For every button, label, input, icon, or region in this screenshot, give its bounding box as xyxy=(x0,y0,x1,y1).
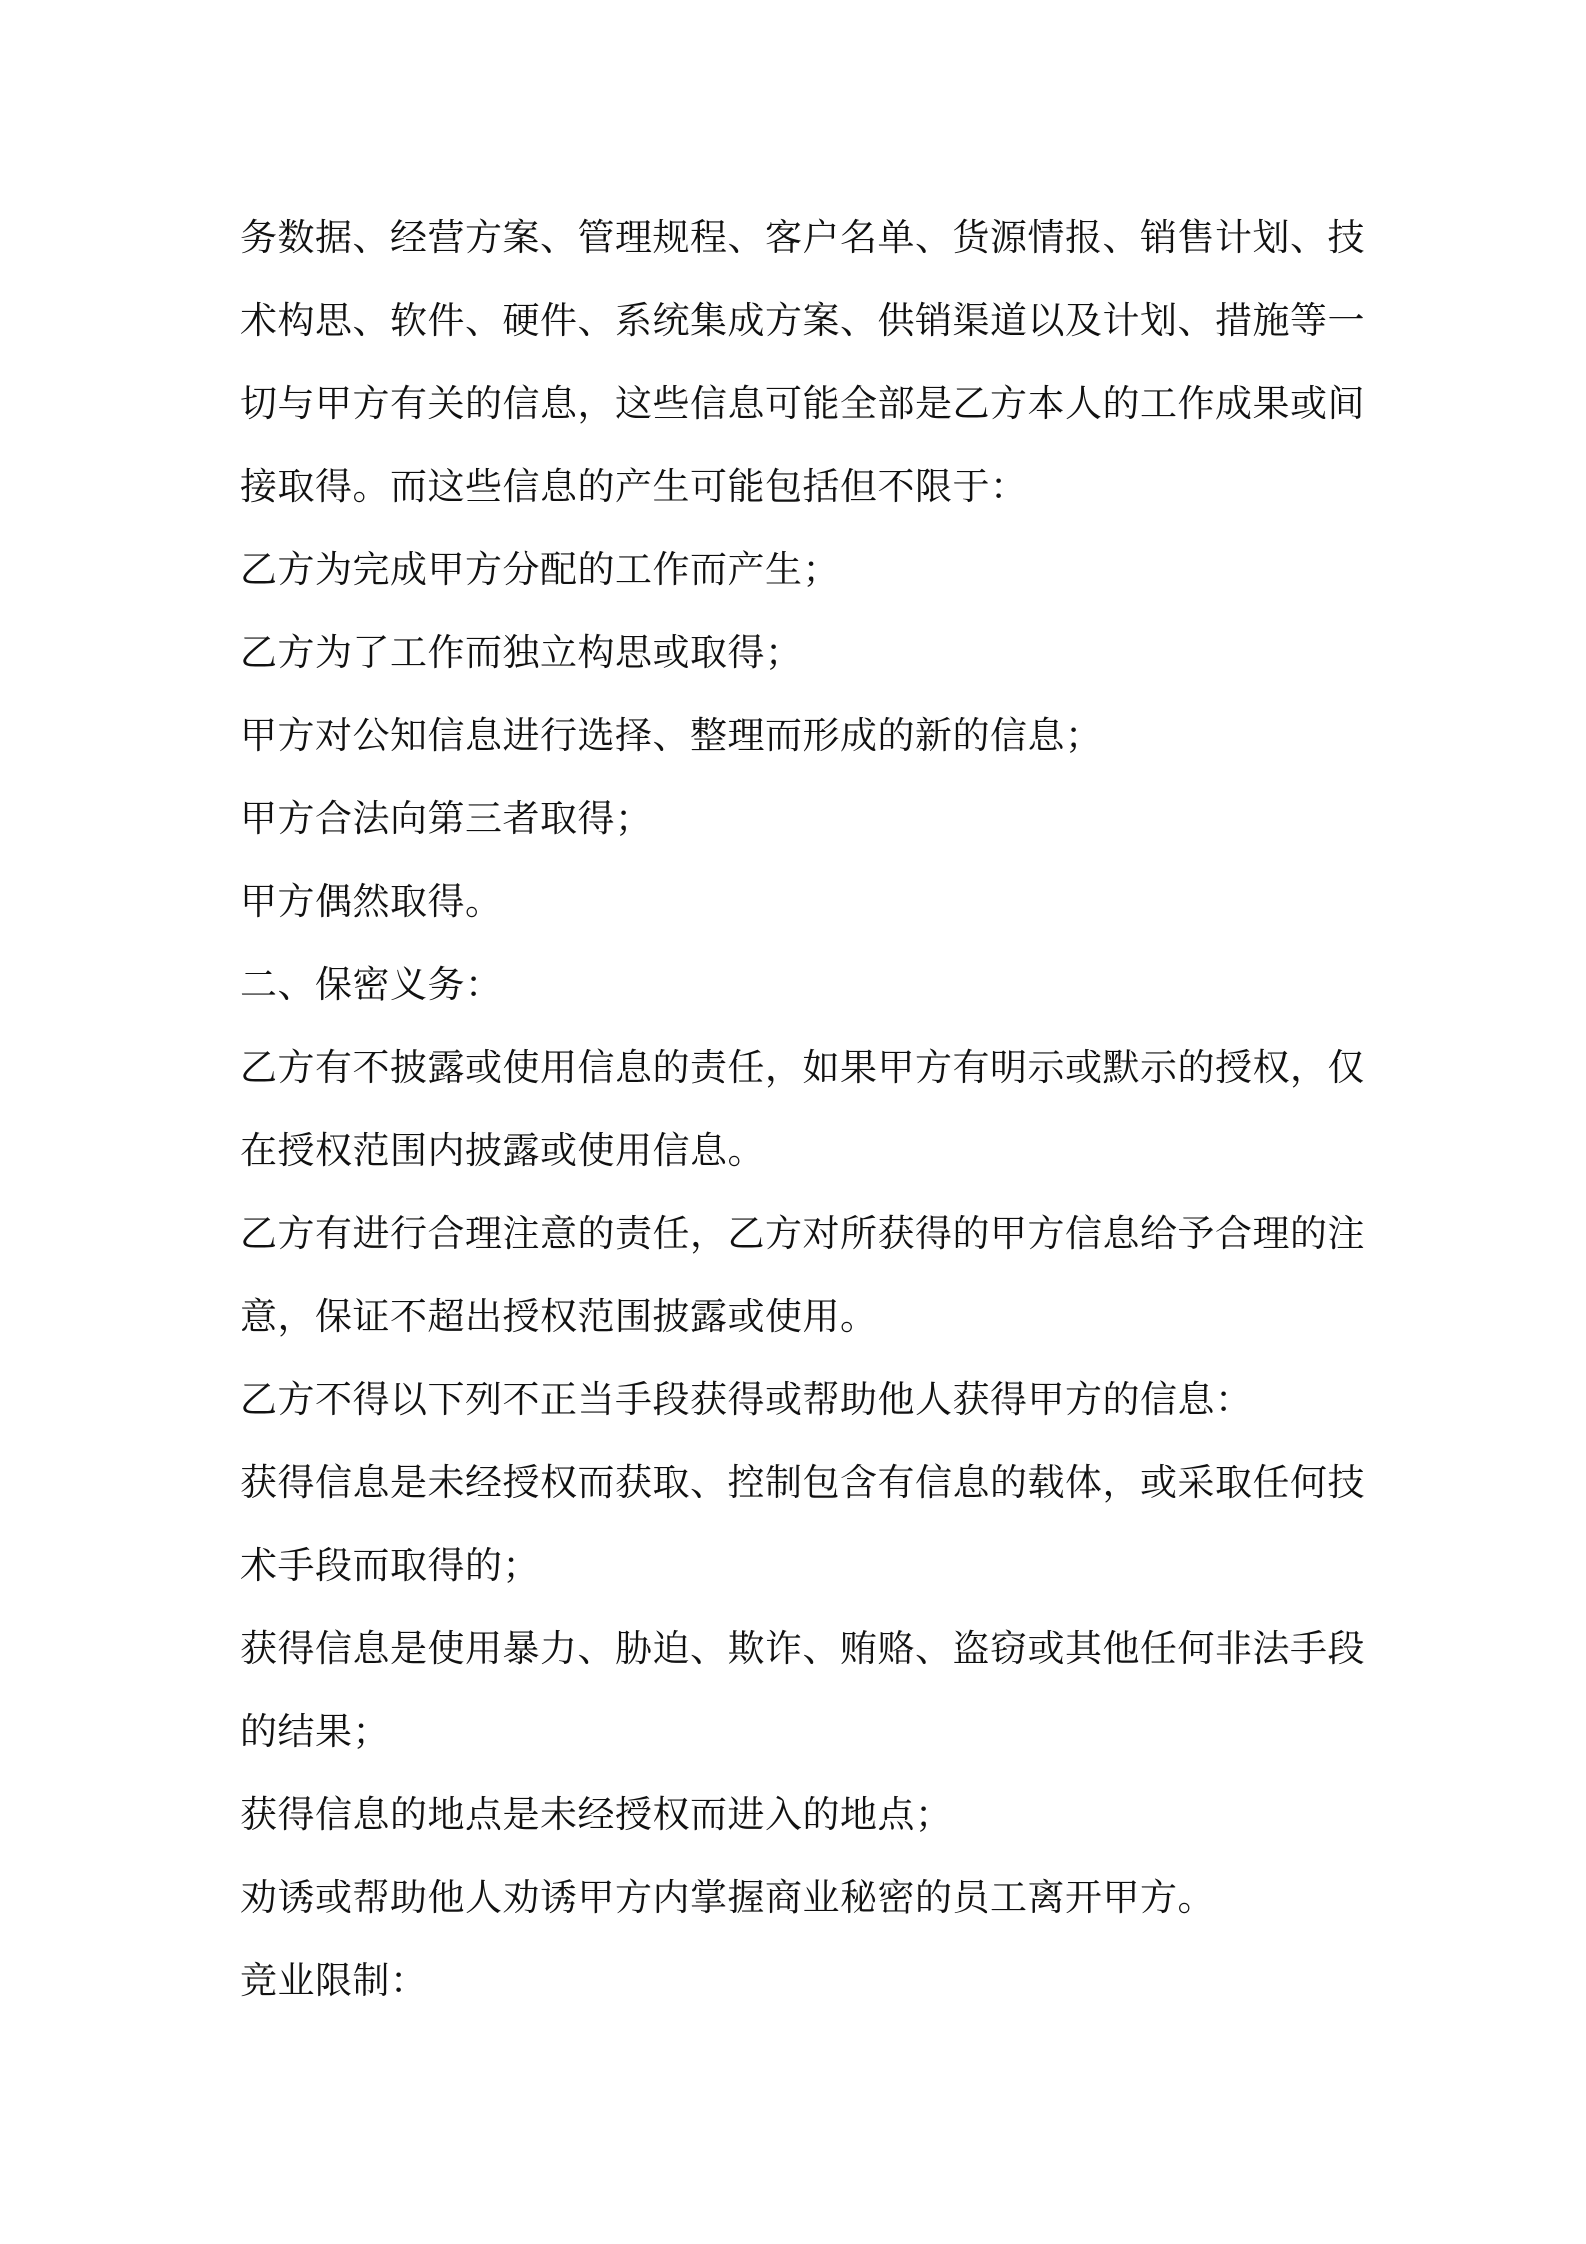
text-line: 乙方有不披露或使用信息的责任，如果甲方有明示或默示的授权，仅 xyxy=(240,1046,1365,1089)
text-line: 意，保证不超出授权范围披露或使用。 xyxy=(240,1295,878,1338)
list-item: 获得信息是使用暴力、胁迫、欺诈、贿赂、盗窃或其他任何非法手段 xyxy=(240,1627,1365,1670)
list-item: 术手段而取得的； xyxy=(240,1544,540,1587)
text-line: 术构思、软件、硬件、系统集成方案、供销渠道以及计划、措施等一 xyxy=(240,299,1365,342)
section-heading: 竞业限制： xyxy=(240,1959,428,2002)
list-item: 乙方为完成甲方分配的工作而产生； xyxy=(240,548,840,591)
list-item: 乙方为了工作而独立构思或取得； xyxy=(240,631,803,674)
text-line: 乙方有进行合理注意的责任，乙方对所获得的甲方信息给予合理的注 xyxy=(240,1212,1365,1255)
list-item: 获得信息的地点是未经授权而进入的地点； xyxy=(240,1793,953,1836)
list-item: 甲方对公知信息进行选择、整理而形成的新的信息； xyxy=(240,714,1103,757)
text-line: 切与甲方有关的信息，这些信息可能全部是乙方本人的工作成果或间 xyxy=(240,382,1365,425)
list-item: 获得信息是未经授权而获取、控制包含有信息的载体，或采取任何技 xyxy=(240,1461,1365,1504)
section-heading: 二、保密义务： xyxy=(240,963,503,1006)
text-line: 乙方不得以下列不正当手段获得或帮助他人获得甲方的信息： xyxy=(240,1378,1253,1421)
list-item: 劝诱或帮助他人劝诱甲方内掌握商业秘密的员工离开甲方。 xyxy=(240,1876,1215,1919)
list-item: 的结果； xyxy=(240,1710,390,1753)
document-body xyxy=(240,196,1365,2022)
text-line: 接取得。而这些信息的产生可能包括但不限于： xyxy=(240,465,1028,508)
text-line: 在授权范围内披露或使用信息。 xyxy=(240,1129,765,1172)
list-item: 甲方合法向第三者取得； xyxy=(240,797,653,840)
text-line: 务数据、经营方案、管理规程、客户名单、货源情报、销售计划、技 xyxy=(240,216,1365,259)
list-item: 甲方偶然取得。 xyxy=(240,880,503,923)
